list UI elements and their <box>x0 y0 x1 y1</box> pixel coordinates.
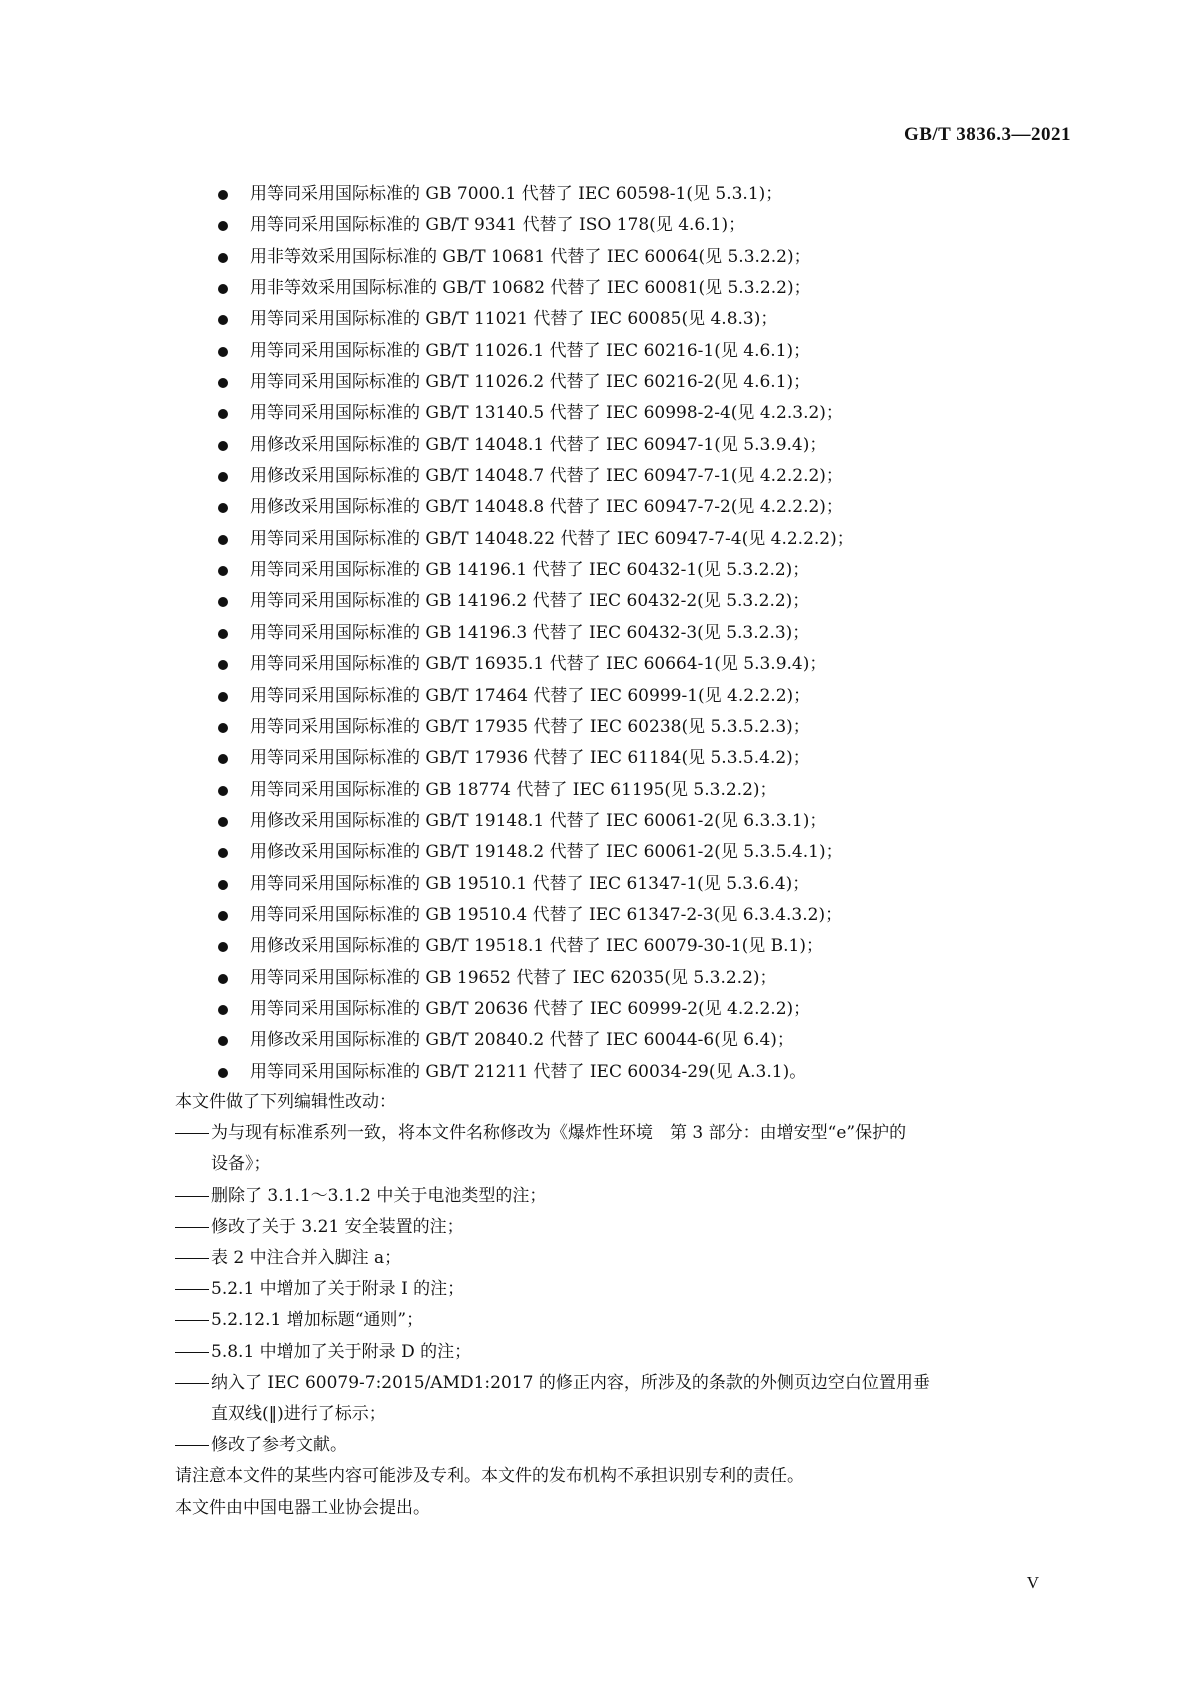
dash-marker <box>175 1352 209 1353</box>
bullet-icon <box>218 692 228 702</box>
list-item: 用修改采用国际标准的 GB/T 14048.1 代替了 IEC 60947-1(见 5.3.9.4)； <box>218 430 854 461</box>
list-item: 用修改采用国际标准的 GB/T 19148.1 代替了 IEC 60061-2(见 6.3.3.1)； <box>218 806 854 837</box>
list-item: 用等同采用国际标准的 GB/T 17936 代替了 IEC 61184(见 5.3.5.4.2)； <box>218 743 854 774</box>
edits-intro: 本文件做了下列编辑性改动： <box>175 1092 396 1112</box>
dash-marker <box>175 1133 209 1134</box>
edit-item: 5.8.1 中增加了关于附录 D 的注； <box>175 1337 1055 1368</box>
bullet-icon <box>218 880 228 890</box>
bullet-icon <box>218 378 228 388</box>
list-item: 用等同采用国际标准的 GB 19652 代替了 IEC 62035(见 5.3.2.2)； <box>218 963 854 994</box>
dash-marker <box>175 1227 209 1228</box>
list-item: 用非等效采用国际标准的 GB/T 10682 代替了 IEC 60081(见 5.3.2.2)； <box>218 273 854 304</box>
dash-marker <box>175 1196 209 1197</box>
edit-item: 5.2.1 中增加了关于附录 I 的注； <box>175 1274 1055 1305</box>
list-item: 用等同采用国际标准的 GB/T 17464 代替了 IEC 60999-1(见 4.2.2.2)； <box>218 681 854 712</box>
list-item: 用等同采用国际标准的 GB/T 21211 代替了 IEC 60034-29(见 A.3.1)。 <box>218 1057 854 1088</box>
bullet-icon <box>218 786 228 796</box>
dash-marker <box>175 1289 209 1290</box>
list-item: 用修改采用国际标准的 GB/T 14048.7 代替了 IEC 60947-7-1(见 4.2.2.2)； <box>218 461 854 492</box>
edit-item: 删除了 3.1.1～3.1.2 中关于电池类型的注； <box>175 1181 1055 1212</box>
bullet-icon <box>218 409 228 419</box>
edit-item: 修改了参考文献。 <box>175 1430 1055 1461</box>
bullet-icon <box>218 754 228 764</box>
standard-number-header: GB/T 3836.3—2021 <box>903 124 1071 145</box>
edit-item: 纳入了 IEC 60079-7:2015/AMD1:2017 的修正内容，所涉及的条款的外侧页边空白位置用垂 直双线(‖)进行了标示； <box>175 1368 1055 1430</box>
bullet-icon <box>218 441 228 451</box>
bullet-icon <box>218 253 228 263</box>
patent-note: 请注意本文件的某些内容可能涉及专利。本文件的发布机构不承担识别专利的责任。 <box>175 1466 804 1487</box>
edit-item: 修改了关于 3.21 安全装置的注； <box>175 1212 1055 1243</box>
bullet-icon <box>218 472 228 482</box>
edit-item: 为与现有标准系列一致，将本文件名称修改为《爆炸性环境 第 3 部分：由增安型“e”保护的 设备》； <box>175 1118 1055 1180</box>
list-item: 用等同采用国际标准的 GB 7000.1 代替了 IEC 60598-1(见 5.3.1)； <box>218 179 854 210</box>
bullet-icon <box>218 1005 228 1015</box>
dash-marker <box>175 1445 209 1446</box>
list-item: 用等同采用国际标准的 GB 19510.4 代替了 IEC 61347-2-3(见 6.3.4.3.2)； <box>218 900 854 931</box>
list-item: 用等同采用国际标准的 GB/T 11026.1 代替了 IEC 60216-1(见 4.6.1)； <box>218 336 854 367</box>
list-item: 用等同采用国际标准的 GB/T 11021 代替了 IEC 60085(见 4.8.3)； <box>218 304 854 335</box>
list-item: 用等同采用国际标准的 GB/T 13140.5 代替了 IEC 60998-2-4(见 4.2.3.2)； <box>218 398 854 429</box>
editorial-changes-section <box>175 1087 1055 1524</box>
bullet-icon <box>218 190 228 200</box>
list-item: 用等同采用国际标准的 GB/T 11026.2 代替了 IEC 60216-2(见 4.6.1)； <box>218 367 854 398</box>
list-item: 用等同采用国际标准的 GB 18774 代替了 IEC 61195(见 5.3.2.2)； <box>218 775 854 806</box>
bullet-icon <box>218 817 228 827</box>
list-item: 用非等效采用国际标准的 GB/T 10681 代替了 IEC 60064(见 5.3.2.2)； <box>218 242 854 273</box>
bullet-icon <box>218 723 228 733</box>
list-item: 用等同采用国际标准的 GB 14196.1 代替了 IEC 60432-1(见 5.3.2.2)； <box>218 555 854 586</box>
bullet-icon <box>218 315 228 325</box>
bullet-icon <box>218 503 228 513</box>
list-item: 用修改采用国际标准的 GB/T 20840.2 代替了 IEC 60044-6(见 6.4)； <box>218 1025 854 1056</box>
bullet-icon <box>218 535 228 545</box>
list-item: 用等同采用国际标准的 GB/T 9341 代替了 ISO 178(见 4.6.1)； <box>218 210 854 241</box>
list-item: 用修改采用国际标准的 GB/T 19518.1 代替了 IEC 60079-30-1(见 B.1)； <box>218 931 854 962</box>
list-item: 用修改采用国际标准的 GB/T 14048.8 代替了 IEC 60947-7-2(见 4.2.2.2)； <box>218 492 854 523</box>
list-item: 用等同采用国际标准的 GB/T 16935.1 代替了 IEC 60664-1(见 5.3.9.4)； <box>218 649 854 680</box>
list-item: 用等同采用国际标准的 GB/T 14048.22 代替了 IEC 60947-7-4(见 4.2.2.2)； <box>218 524 854 555</box>
bullet-icon <box>218 597 228 607</box>
bullet-icon <box>218 911 228 921</box>
list-item: 用等同采用国际标准的 GB/T 17935 代替了 IEC 60238(见 5.3.5.2.3)； <box>218 712 854 743</box>
bullet-icon <box>218 566 228 576</box>
proposer-statement: 本文件由中国电器工业协会提出。 <box>175 1497 430 1518</box>
bullet-icon <box>218 660 228 670</box>
list-item: 用等同采用国际标准的 GB 14196.2 代替了 IEC 60432-2(见 5.3.2.2)； <box>218 586 854 617</box>
list-item: 用等同采用国际标准的 GB/T 20636 代替了 IEC 60999-2(见 4.2.2.2)； <box>218 994 854 1025</box>
dash-marker <box>175 1320 209 1321</box>
bullet-icon <box>218 974 228 984</box>
bullet-icon <box>218 221 228 231</box>
page-number: V <box>1026 1573 1039 1592</box>
bullet-icon <box>218 629 228 639</box>
edit-item: 表 2 中注合并入脚注 a； <box>175 1243 1055 1274</box>
bullet-icon <box>218 347 228 357</box>
list-item: 用等同采用国际标准的 GB 14196.3 代替了 IEC 60432-3(见 5.3.2.3)； <box>218 618 854 649</box>
bullet-icon <box>218 1068 228 1078</box>
replaced-standards-list <box>218 179 854 1088</box>
bullet-icon <box>218 284 228 294</box>
dash-marker <box>175 1383 209 1384</box>
bullet-icon <box>218 942 228 952</box>
edit-item: 5.2.12.1 增加标题“通则”； <box>175 1305 1055 1336</box>
list-item: 用等同采用国际标准的 GB 19510.1 代替了 IEC 61347-1(见 5.3.6.4)； <box>218 869 854 900</box>
dash-marker <box>175 1258 209 1259</box>
bullet-icon <box>218 1036 228 1046</box>
list-item: 用修改采用国际标准的 GB/T 19148.2 代替了 IEC 60061-2(见 5.3.5.4.1)； <box>218 837 854 868</box>
bullet-icon <box>218 848 228 858</box>
